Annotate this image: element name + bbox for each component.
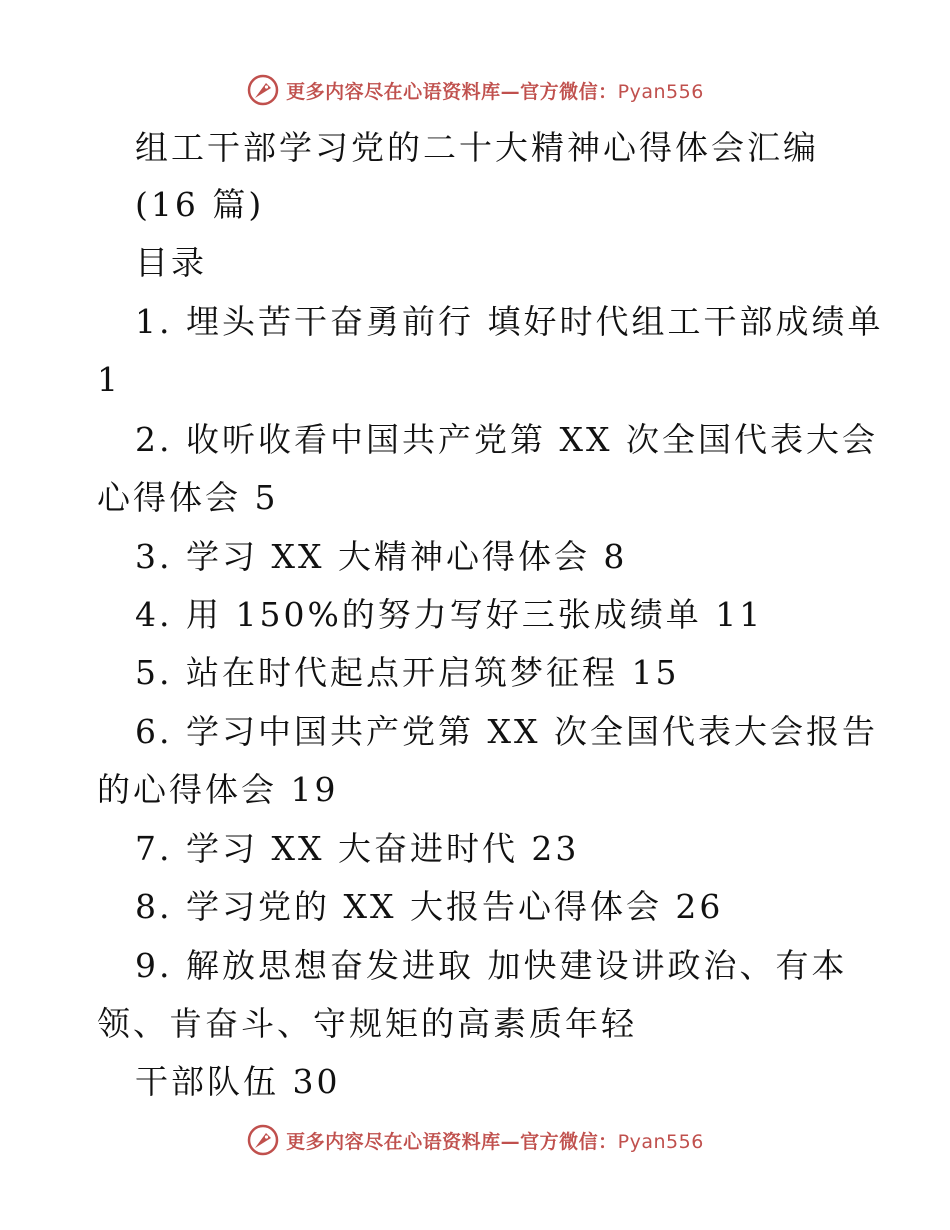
toc-entry-1-line-2: 1: [97, 360, 121, 399]
watermark-top: [0, 70, 950, 110]
toc-entry-9-line-3: 干部队伍 30: [135, 1062, 341, 1101]
document-title-line-1: 组工干部学习党的二十大精神心得体会汇编: [135, 128, 819, 167]
toc-entry-8: 8. 学习党的 XX 大报告心得体会 26: [135, 887, 724, 926]
toc-entry-9-line-1: 9. 解放思想奋发进取 加快建设讲政治、有本: [135, 946, 848, 985]
document-title-line-2: (16 篇): [135, 185, 265, 224]
toc-entry-9-line-2: 领、肯奋斗、守规矩的高素质年轻: [97, 1004, 637, 1043]
pen-nib-icon: [246, 73, 280, 107]
toc-entry-3: 3. 学习 XX 大精神心得体会 8: [135, 537, 628, 576]
toc-entry-7: 7. 学习 XX 大奋进时代 23: [135, 829, 580, 868]
toc-heading: 目录: [135, 243, 207, 282]
toc-entry-4: 4. 用 150%的努力写好三张成绩单 11: [135, 595, 764, 634]
toc-entry-2-line-1: 2. 收听收看中国共产党第 XX 次全国代表大会: [135, 420, 878, 459]
toc-entry-6-line-1: 6. 学习中国共产党第 XX 次全国代表大会报告: [135, 712, 878, 751]
toc-entry-6-line-2: 的心得体会 19: [97, 770, 339, 809]
toc-entry-2-line-2: 心得体会 5: [97, 478, 279, 517]
watermark-text: 更多内容尽在心语资料库—官方微信：Pyan556: [286, 1130, 704, 1153]
pen-nib-icon: [246, 1123, 280, 1157]
watermark-bottom: [0, 1120, 950, 1160]
toc-entry-1-line-1: 1. 埋头苦干奋勇前行 填好时代组工干部成绩单: [135, 302, 884, 341]
watermark-text: 更多内容尽在心语资料库—官方微信：Pyan556: [286, 80, 704, 103]
toc-entry-5: 5. 站在时代起点开启筑梦征程 15: [135, 653, 680, 692]
